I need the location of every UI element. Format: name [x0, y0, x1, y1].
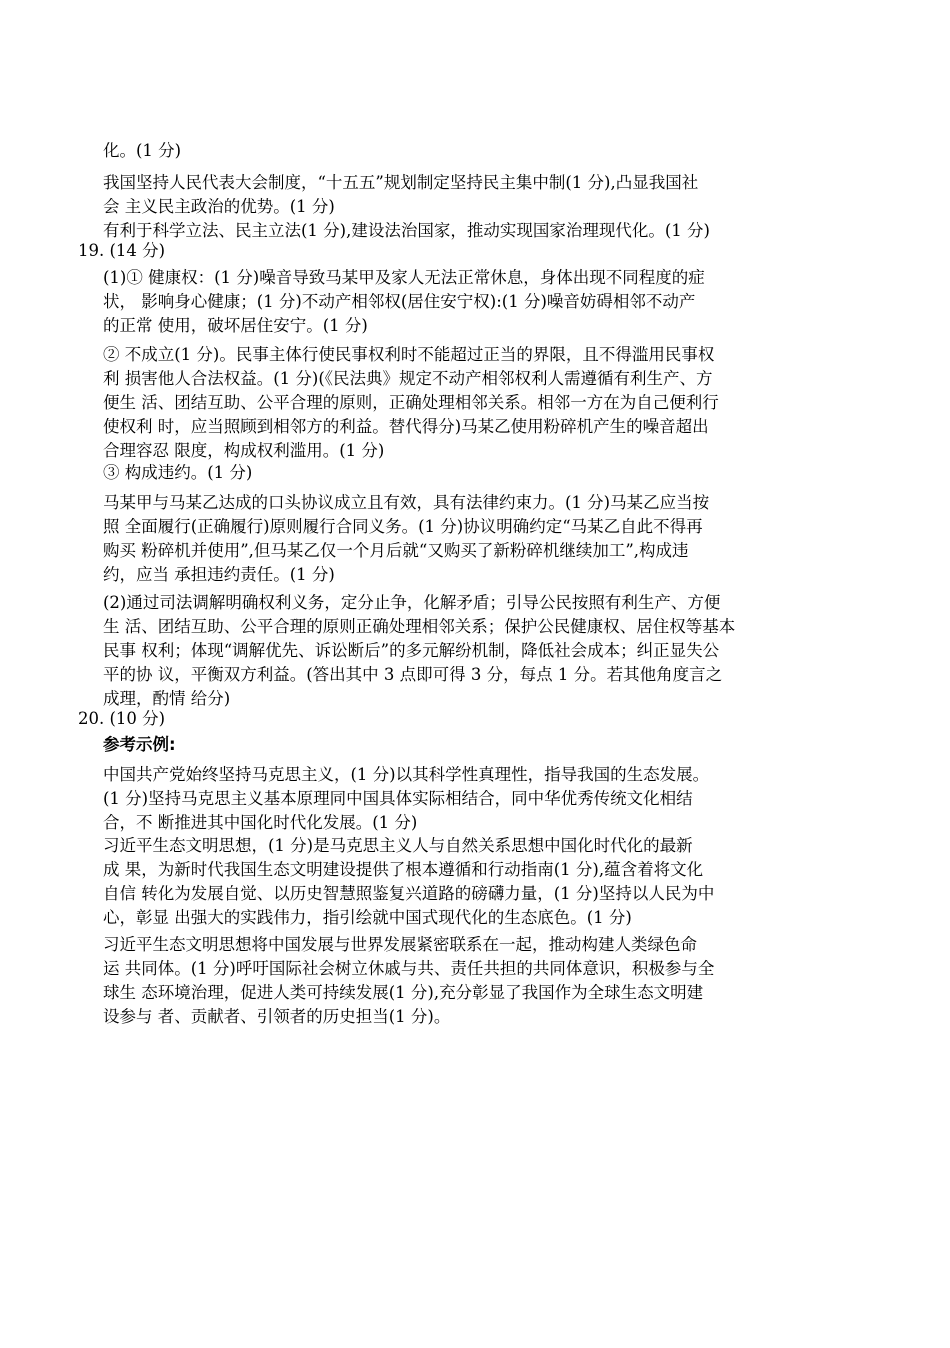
text-line: 平的协 议，平衡双方利益。(答出其中 3 点即可得 3 分，每点 1 分。若其他角度言之 — [103, 665, 723, 684]
text-line: 中国共产党始终坚持马克思主义，(1 分)以其科学性真理性，指导我国的生态发展。 — [103, 765, 710, 784]
q20-paragraph-2 — [103, 834, 795, 930]
text-line: 状， 影响身心健康；(1 分)不动产相邻权(居住安宁权):(1 分)噪音妨碍相邻不动产 — [103, 292, 696, 311]
text-line: 成 果，为新时代我国生态文明建设提供了根本遵循和行动指南(1 分),蕴含着将文化 — [103, 860, 704, 879]
text-line: 我国坚持人民代表大会制度，“十五五”规划制定坚持民主集中制(1 分),凸显我国社 — [103, 173, 699, 192]
text-line: 合理容忍 限度，构成权利滥用。(1 分) — [103, 441, 385, 460]
q18-paragraph-2 — [103, 171, 795, 243]
text-line: 购买 粉碎机并使用”,但马某乙仅一个月后就“又购买了新粉碎机继续加工”,构成违 — [103, 541, 689, 560]
reference-example-heading: 参考示例: — [103, 735, 176, 754]
text-line: ② 不成立(1 分)。民事主体行使民事权利时不能超过正当的界限，且不得滥用民事权 — [103, 345, 715, 364]
text-line: 生 活、团结互助、公平合理的原则正确处理相邻关系；保护公民健康权、居住权等基本 — [103, 617, 736, 636]
text-line: 的正常 使用，破坏居住安宁。(1 分) — [103, 316, 368, 335]
q19-paragraph-5 — [103, 591, 795, 711]
text-line: 使权利 时，应当照顾到相邻方的利益。替代得分)马某乙使用粉碎机产生的噪音超出 — [103, 417, 709, 436]
text-line: (2)通过司法调解明确权利义务，定分止争，化解矛盾；引导公民按照有利生产、方便 — [103, 593, 721, 612]
text-line: 合，不 断推进其中国化时代化发展。(1 分) — [103, 813, 418, 832]
text-line: 马某甲与马某乙达成的口头协议成立且有效，具有法律约束力。(1 分)马某乙应当按 — [103, 493, 710, 512]
text-line: 便生 活、团结互助、公平合理的原则，正确处理相邻关系。相邻一方在为自己便利行 — [103, 393, 719, 412]
q19-paragraph-3 — [103, 461, 795, 485]
q20-heading — [103, 733, 795, 757]
text-line: 民事 权利；体现“调解优先、诉讼断后”的多元解纷机制，降低社会成本；纠正显失公 — [103, 641, 720, 660]
text-line: 有利于科学立法、民主立法(1 分),建设法治国家，推动实现国家治理现代化。(1 分) — [103, 221, 710, 240]
q18-paragraph-1 — [103, 139, 795, 163]
text-line: 约，应当 承担违约责任。(1 分) — [103, 565, 335, 584]
question-19-number: 19. (14 分) — [78, 241, 166, 260]
q19-paragraph-2 — [103, 343, 795, 463]
text-line: 习近平生态文明思想，(1 分)是马克思主义人与自然关系思想中国化时代化的最新 — [103, 836, 693, 855]
text-line: 设参与 者、贡献者、引领者的历史担当(1 分)。 — [103, 1007, 451, 1026]
text-line: 习近平生态文明思想将中国发展与世界发展紧密联系在一起，推动构建人类绿色命 — [103, 935, 697, 954]
q19-paragraph-1 — [103, 266, 795, 338]
text-line: 会 主义民主政治的优势。(1 分) — [103, 197, 335, 216]
text-line: 心，彰显 出强大的实践伟力，指引绘就中国式现代化的生态底色。(1 分) — [103, 908, 632, 927]
question-20-number: 20. (10 分) — [78, 709, 166, 728]
q20-paragraph-1 — [103, 763, 795, 835]
text-line: (1)① 健康权：(1 分)噪音导致马某甲及家人无法正常休息，身体出现不同程度的症 — [103, 268, 705, 287]
q20-paragraph-3 — [103, 933, 795, 1029]
text-line: ③ 构成违约。(1 分) — [103, 463, 253, 482]
text-line: (1 分)坚持马克思主义基本原理同中国具体实际相结合，同中华优秀传统文化相结 — [103, 789, 693, 808]
text-line: 利 损害他人合法权益。(1 分)(《民法典》规定不动产相邻权利人需遵循有利生产、方 — [103, 369, 713, 388]
text-line: 化。(1 分) — [103, 141, 182, 160]
q19-paragraph-4 — [103, 491, 795, 587]
text-line: 自信 转化为发展自觉、以历史智慧照鉴复兴道路的磅礴力量，(1 分)坚持以人民为中 — [103, 884, 715, 903]
text-line: 运 共同体。(1 分)呼吁国际社会树立休戚与共、责任共担的共同体意识，积极参与全 — [103, 959, 715, 978]
text-line: 成理，酌情 给分) — [103, 689, 231, 708]
text-line: 照 全面履行(正确履行)原则履行合同义务。(1 分)协议明确约定“马某乙自此不得再 — [103, 517, 703, 536]
text-line: 球生 态环境治理，促进人类可持续发展(1 分),充分彰显了我国作为全球生态文明建 — [103, 983, 704, 1002]
